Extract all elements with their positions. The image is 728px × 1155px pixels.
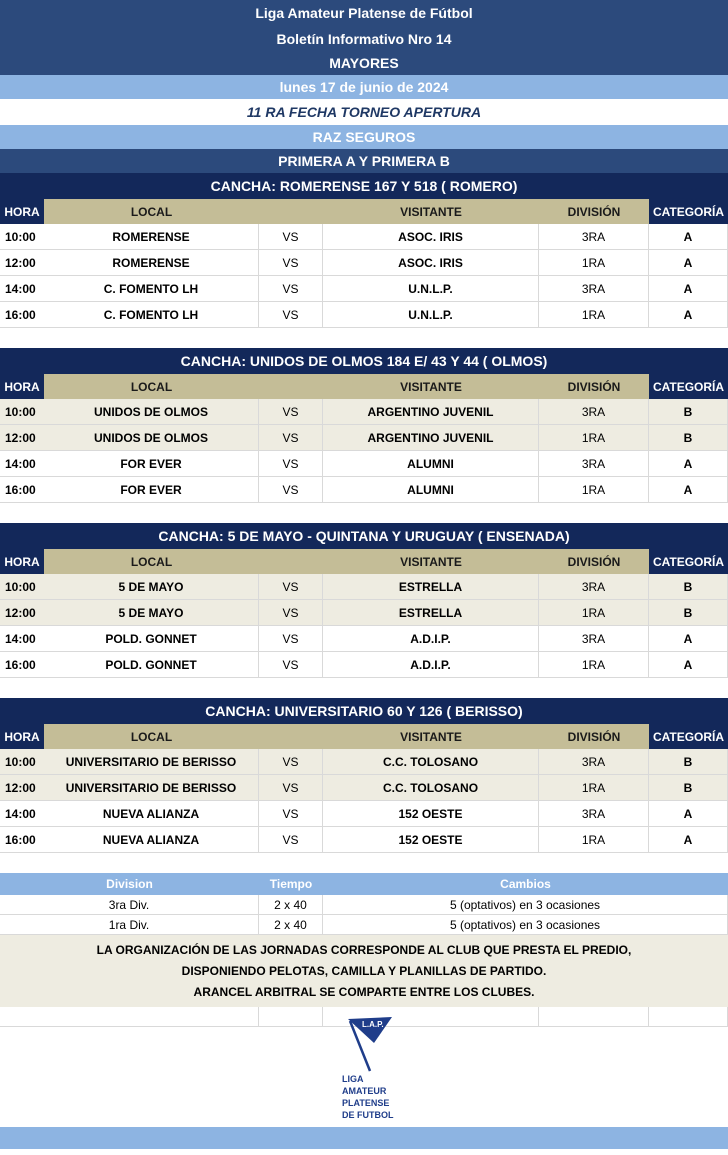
header-hora: HORA: [0, 549, 44, 574]
match-vs: VS: [259, 250, 323, 276]
match-time: 12:00: [0, 425, 44, 451]
rules-cambios: 5 (optativos) en 3 ocasiones: [323, 915, 728, 935]
venue-title: CANCHA: UNIDOS DE OLMOS 184 E/ 43 Y 44 ( OLMOS): [0, 348, 728, 374]
header-visitante: VISITANTE: [323, 199, 539, 224]
division-title: PRIMERA A Y PRIMERA B: [0, 149, 728, 173]
match-local-team: UNIDOS DE OLMOS: [44, 399, 259, 425]
section-spacer: [0, 503, 728, 523]
match-category: A: [649, 626, 728, 652]
match-row: [0, 749, 728, 775]
match-category: B: [649, 399, 728, 425]
match-local-team: POLD. GONNET: [44, 626, 259, 652]
match-division: 1RA: [539, 600, 649, 626]
match-row: [0, 477, 728, 503]
match-time: 14:00: [0, 276, 44, 302]
match-category: B: [649, 574, 728, 600]
match-category: A: [649, 302, 728, 328]
table-header: [0, 549, 728, 574]
table-header: [0, 374, 728, 399]
match-time: 12:00: [0, 775, 44, 801]
venue-title: CANCHA: ROMERENSE 167 Y 518 ( ROMERO): [0, 173, 728, 199]
match-time: 16:00: [0, 302, 44, 328]
header-categoria: CATEGORÍA: [649, 724, 728, 749]
match-category: A: [649, 250, 728, 276]
empty-cell: [259, 1007, 323, 1027]
match-local-team: ROMERENSE: [44, 224, 259, 250]
rules-division: 1ra Div.: [0, 915, 259, 935]
match-division: 1RA: [539, 775, 649, 801]
header-categoria: CATEGORÍA: [649, 549, 728, 574]
match-local-team: ROMERENSE: [44, 250, 259, 276]
match-division: 3RA: [539, 224, 649, 250]
match-time: 14:00: [0, 451, 44, 477]
logo-text: [342, 1073, 394, 1121]
logo-line: AMATEUR: [342, 1086, 387, 1096]
match-row: [0, 827, 728, 853]
match-division: 1RA: [539, 425, 649, 451]
match-row: [0, 574, 728, 600]
note-line: LA ORGANIZACIÓN DE LAS JORNADAS CORRESPONDE AL CLUB QUE PRESTA EL PREDIO,: [96, 942, 632, 957]
header-categoria: CATEGORÍA: [649, 374, 728, 399]
match-row: [0, 276, 728, 302]
match-visiting-team: ESTRELLA: [323, 600, 539, 626]
match-category: B: [649, 775, 728, 801]
category-title: MAYORES: [0, 51, 728, 75]
date-title: lunes 17 de junio de 2024: [0, 75, 728, 99]
match-row: [0, 652, 728, 678]
section-spacer: [0, 328, 728, 348]
match-local-team: UNIVERSITARIO DE BERISSO: [44, 775, 259, 801]
match-visiting-team: C.C. TOLOSANO: [323, 775, 539, 801]
bulletin-number: Boletín Informativo Nro 14: [0, 26, 728, 51]
match-vs: VS: [259, 827, 323, 853]
match-division: 3RA: [539, 574, 649, 600]
match-row: [0, 250, 728, 276]
match-visiting-team: 152 OESTE: [323, 801, 539, 827]
match-vs: VS: [259, 775, 323, 801]
match-category: A: [649, 652, 728, 678]
section-spacer: [0, 678, 728, 698]
venue-title: CANCHA: 5 DE MAYO - QUINTANA Y URUGUAY ( ENSENADA): [0, 523, 728, 549]
rules-row: [0, 915, 728, 935]
match-local-team: UNIDOS DE OLMOS: [44, 425, 259, 451]
match-category: B: [649, 600, 728, 626]
match-vs: VS: [259, 451, 323, 477]
logo-line: PLATENSE: [342, 1098, 390, 1108]
match-vs: VS: [259, 224, 323, 250]
header-local: LOCAL: [44, 724, 259, 749]
match-local-team: NUEVA ALIANZA: [44, 801, 259, 827]
logo-line: DE FUTBOL: [342, 1110, 394, 1120]
match-vs: VS: [259, 626, 323, 652]
match-division: 1RA: [539, 250, 649, 276]
header-categoria: CATEGORÍA: [649, 199, 728, 224]
match-vs: VS: [259, 574, 323, 600]
rules-row: [0, 895, 728, 915]
match-time: 16:00: [0, 477, 44, 503]
match-row: [0, 600, 728, 626]
match-category: A: [649, 224, 728, 250]
note-line: ARANCEL ARBITRAL SE COMPARTE ENTRE LOS CLUBES.: [193, 984, 535, 999]
match-division: 3RA: [539, 801, 649, 827]
rules-header-cambios: Cambios: [323, 873, 728, 895]
empty-cell: [649, 1007, 728, 1027]
match-division: 1RA: [539, 477, 649, 503]
match-row: [0, 224, 728, 250]
header-hora: HORA: [0, 374, 44, 399]
match-visiting-team: ARGENTINO JUVENIL: [323, 425, 539, 451]
match-visiting-team: ALUMNI: [323, 451, 539, 477]
match-category: A: [649, 477, 728, 503]
match-category: A: [649, 451, 728, 477]
footer-band: [0, 1127, 728, 1149]
match-row: [0, 451, 728, 477]
match-time: 10:00: [0, 574, 44, 600]
header-local: LOCAL: [44, 374, 259, 399]
rules-cambios: 5 (optativos) en 3 ocasiones: [323, 895, 728, 915]
note-line: DISPONIENDO PELOTAS, CAMILLA Y PLANILLAS DE PARTIDO.: [181, 963, 547, 978]
header-division: DIVISIÓN: [539, 199, 649, 224]
rules-header-division: Division: [0, 873, 259, 895]
match-visiting-team: ESTRELLA: [323, 574, 539, 600]
header-division: DIVISIÓN: [539, 374, 649, 399]
empty-cell: [539, 1007, 649, 1027]
header-vs-blank: [259, 549, 323, 574]
match-row: [0, 775, 728, 801]
match-vs: VS: [259, 302, 323, 328]
venue-title: CANCHA: UNIVERSITARIO 60 Y 126 ( BERISSO): [0, 698, 728, 724]
rules-tiempo: 2 x 40: [259, 915, 323, 935]
logo-line: LIGA: [342, 1074, 364, 1084]
match-category: B: [649, 425, 728, 451]
match-visiting-team: ASOC. IRIS: [323, 224, 539, 250]
header-vs-blank: [259, 374, 323, 399]
table-header: [0, 199, 728, 224]
match-local-team: C. FOMENTO LH: [44, 302, 259, 328]
match-division: 1RA: [539, 827, 649, 853]
match-row: [0, 626, 728, 652]
rules-header: [0, 873, 728, 895]
match-vs: VS: [259, 652, 323, 678]
header-vs-blank: [259, 199, 323, 224]
match-time: 10:00: [0, 224, 44, 250]
match-time: 14:00: [0, 626, 44, 652]
empty-cell: [0, 1007, 44, 1027]
empty-cell: [44, 1007, 259, 1027]
rules-tiempo: 2 x 40: [259, 895, 323, 915]
match-visiting-team: C.C. TOLOSANO: [323, 749, 539, 775]
header-visitante: VISITANTE: [323, 374, 539, 399]
match-visiting-team: U.N.L.P.: [323, 302, 539, 328]
header-hora: HORA: [0, 199, 44, 224]
match-visiting-team: ALUMNI: [323, 477, 539, 503]
match-visiting-team: ARGENTINO JUVENIL: [323, 399, 539, 425]
match-vs: VS: [259, 425, 323, 451]
match-visiting-team: A.D.I.P.: [323, 626, 539, 652]
match-division: 1RA: [539, 302, 649, 328]
match-visiting-team: 152 OESTE: [323, 827, 539, 853]
match-row: [0, 302, 728, 328]
section-spacer: [0, 853, 728, 873]
header-vs-blank: [259, 724, 323, 749]
match-row: [0, 425, 728, 451]
logo-area: [0, 1007, 728, 1127]
match-vs: VS: [259, 399, 323, 425]
header-visitante: VISITANTE: [323, 724, 539, 749]
rules-division: 3ra Div.: [0, 895, 259, 915]
header-hora: HORA: [0, 724, 44, 749]
round-title: 11 RA FECHA TORNEO APERTURA: [0, 99, 728, 125]
match-category: A: [649, 276, 728, 302]
match-local-team: NUEVA ALIANZA: [44, 827, 259, 853]
match-visiting-team: U.N.L.P.: [323, 276, 539, 302]
match-row: [0, 399, 728, 425]
table-header: [0, 724, 728, 749]
match-category: B: [649, 749, 728, 775]
header-division: DIVISIÓN: [539, 549, 649, 574]
match-division: 3RA: [539, 451, 649, 477]
header-local: LOCAL: [44, 199, 259, 224]
venues-container: [0, 173, 728, 873]
match-division: 3RA: [539, 399, 649, 425]
match-division: 3RA: [539, 276, 649, 302]
match-time: 10:00: [0, 399, 44, 425]
match-vs: VS: [259, 276, 323, 302]
match-local-team: C. FOMENTO LH: [44, 276, 259, 302]
match-time: 10:00: [0, 749, 44, 775]
match-local-team: UNIVERSITARIO DE BERISSO: [44, 749, 259, 775]
match-local-team: POLD. GONNET: [44, 652, 259, 678]
match-local-team: FOR EVER: [44, 477, 259, 503]
match-visiting-team: A.D.I.P.: [323, 652, 539, 678]
match-time: 12:00: [0, 250, 44, 276]
match-vs: VS: [259, 477, 323, 503]
rules-header-tiempo: Tiempo: [259, 873, 323, 895]
match-row: [0, 801, 728, 827]
match-local-team: 5 DE MAYO: [44, 574, 259, 600]
match-vs: VS: [259, 600, 323, 626]
match-vs: VS: [259, 749, 323, 775]
match-category: A: [649, 827, 728, 853]
match-visiting-team: ASOC. IRIS: [323, 250, 539, 276]
match-time: 16:00: [0, 652, 44, 678]
match-vs: VS: [259, 801, 323, 827]
match-local-team: 5 DE MAYO: [44, 600, 259, 626]
organization-note: [0, 935, 728, 1007]
match-time: 12:00: [0, 600, 44, 626]
match-division: 3RA: [539, 626, 649, 652]
match-division: 3RA: [539, 749, 649, 775]
header-local: LOCAL: [44, 549, 259, 574]
match-time: 14:00: [0, 801, 44, 827]
header-division: DIVISIÓN: [539, 724, 649, 749]
match-category: A: [649, 801, 728, 827]
match-division: 1RA: [539, 652, 649, 678]
header-visitante: VISITANTE: [323, 549, 539, 574]
match-time: 16:00: [0, 827, 44, 853]
match-local-team: FOR EVER: [44, 451, 259, 477]
flag-text: L.A.P.: [362, 1020, 384, 1029]
league-title: Liga Amateur Platense de Fútbol: [0, 0, 728, 26]
sponsor-title: RAZ SEGUROS: [0, 125, 728, 149]
